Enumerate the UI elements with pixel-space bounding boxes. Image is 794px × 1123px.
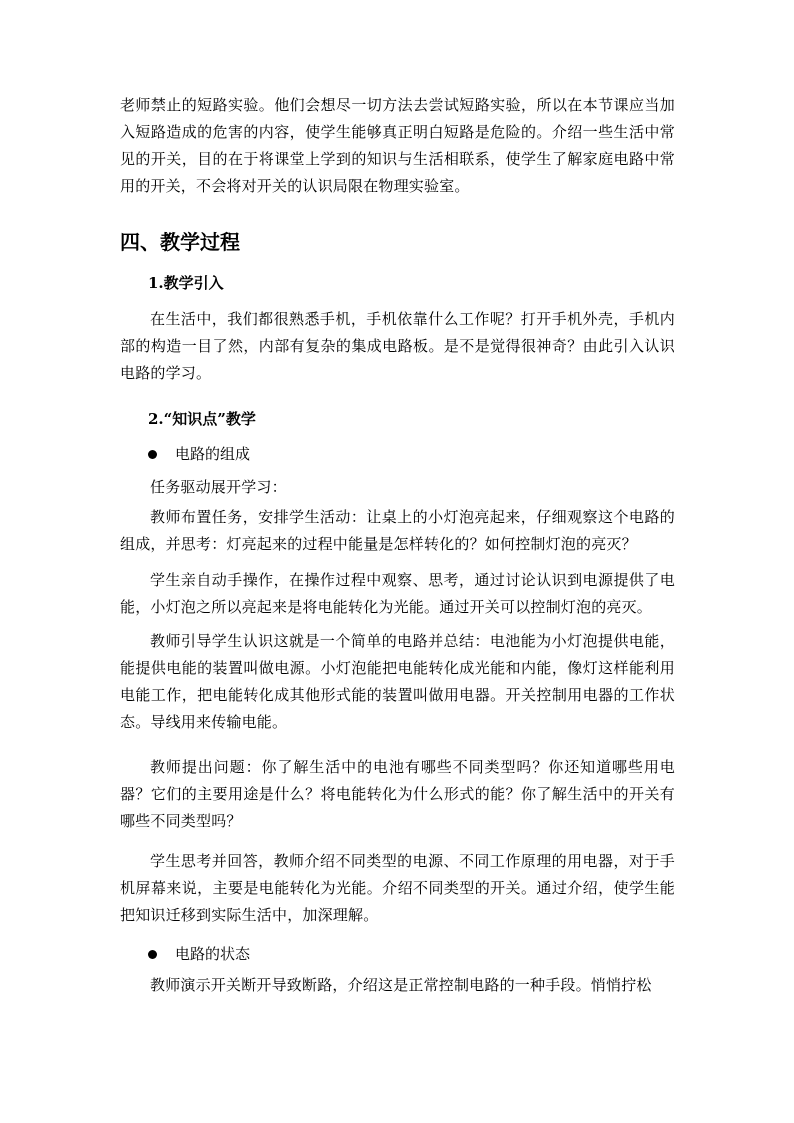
intro-paragraph: 老师禁止的短路实验。他们会想尽一切方法去尝试短路实验，所以在本节课应当加入短路造成的危害的内容，使学生能够真正明白短路是危险的。介绍一些生活中常见的开关，目的在于将课堂上学到的知识与生活相联系，使学生了解家庭电路中常用的开关，不会将对开关的认识局限在物理实验室。	[120, 96, 675, 195]
student-answer-paragraph: 学生思考并回答，教师介绍不同类型的电源、不同工作原理的用电器，对于手机屏幕来说，主要是电能转化为光能。介绍不同类型的开关。通过介绍，使学生能把知识迁移到实际生活中，加深理解。	[120, 852, 675, 924]
bullet-dot-icon	[148, 450, 157, 459]
teacher-task-paragraph: 教师布置任务，安排学生活动：让桌上的小灯泡亮起来，仔细观察这个电路的组成，并思考：灯亮起来的过程中能量是怎样转化的？如何控制灯泡的亮灭？	[120, 508, 675, 553]
task-line: 任务驱动展开学习：	[150, 478, 287, 496]
task-line-block	[120, 474, 675, 501]
subsection-heading-1: 1.教学引入	[148, 274, 224, 292]
intro-lesson-paragraph-block	[120, 306, 675, 387]
bullet-dot-icon	[148, 950, 157, 959]
teacher-question-paragraph-block	[120, 754, 675, 835]
intro-paragraph-block	[120, 92, 675, 200]
bullet-item-circuit-composition	[148, 441, 250, 468]
student-answer-paragraph-block	[120, 848, 675, 929]
intro-lesson-paragraph: 在生活中，我们都很熟悉手机，手机依靠什么工作呢？打开手机外壳，手机内部的构造一目了然，内部有复杂的集成电路板。是不是觉得很神奇？由此引入认识电路的学习。	[120, 310, 675, 382]
bullet-label: 电路的组成	[175, 445, 251, 463]
circuit-state-paragraph-block	[120, 972, 675, 999]
bullet-label: 电路的状态	[175, 945, 251, 963]
bullet-item-circuit-state	[148, 941, 250, 968]
teacher-summary-paragraph-block	[120, 628, 675, 736]
subsection-heading-2: 2.“知识点”教学	[148, 410, 256, 428]
section-heading: 四、教学过程	[120, 230, 240, 254]
student-hands-on-paragraph: 学生亲自动手操作，在操作过程中观察、思考，通过讨论认识到电源提供了电能，小灯泡之所以亮起来是将电能转化为光能。通过开关可以控制灯泡的亮灭。	[120, 571, 675, 616]
student-hands-on-paragraph-block	[120, 567, 675, 621]
teacher-summary-paragraph: 教师引导学生认识这就是一个简单的电路并总结：电池能为小灯泡提供电能，能提供电能的装置叫做电源。小灯泡能把电能转化成光能和内能，像灯这样能利用电能工作，把电能转化成其他形式能的装置叫做用电器。开关控制用电器的工作状态。导线用来传输电能。	[120, 632, 675, 731]
teacher-question-paragraph: 教师提出问题：你了解生活中的电池有哪些不同类型吗？你还知道哪些用电器？它们的主要用途是什么？将电能转化为什么形式的能？你了解生活中的开关有哪些不同类型吗？	[120, 758, 675, 830]
circuit-state-paragraph: 教师演示开关断开导致断路，介绍这是正常控制电路的一种手段。悄悄拧松	[150, 976, 652, 994]
teacher-task-paragraph-block	[120, 504, 675, 558]
